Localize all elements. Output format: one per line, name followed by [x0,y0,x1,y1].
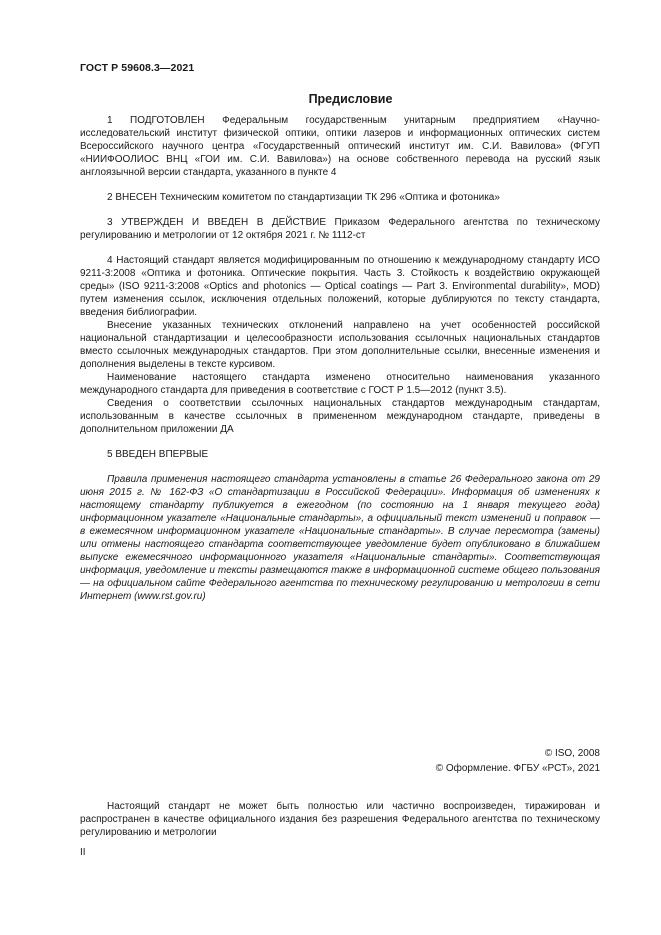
preface-content [80,114,600,603]
reproduction-notice [80,800,600,839]
paragraph-4-deviations: Внесение указанных технических отклонений направлено на учет особенностей российской национальной стандартизации и целесообразности использования ссылочных национальных стандартов вместо ссылочных международных стандартов. При этом дополнительные ссылки, внесенные изменения и дополнения выделены в тексте курсивом. [80,320,600,370]
application-rules: Правила применения настоящего стандарта установлены в статье 26 Федерального закона от 29 июня 2015 г. № 162-ФЗ «О стандартизации в Российской Федерации». Информация об изменениях к настоящему стандарту публикуется в ежегодном (по состоянию на 1 января текущего года) информационном указателе «Национальные стандарты», а официальный текст изменений и поправок — в ежемесячном информационном указателе «Национальные стандарты». В случае пересмотра (замены) или отмены настоящего стандарта соответствующее уведомление будет опубликовано в ближайшем выпуске ежемесячного информационного указателя «Национальные стандарты». Соответствующая информация, уведомление и тексты размещаются также в информационной системе общего пользования — на официальном сайте Федерального агентства по техническому регулированию и метрологии в сети Интернет (www.rst.gov.ru) [80,474,600,602]
copyright-block [436,746,600,776]
page-number: II [80,847,86,858]
page-title: Предисловие [308,92,393,106]
paragraph-4: 4 Настоящий стандарт является модифицированным по отношению к международному стандарту ИСО 9211-3:2008 «Оптика и фотоника. Оптические покрытия. Часть 3. Стойкость к воздействию окружающей среды» (ISO 9211-3:2008 «Optics and photonics — Optical coatings — Part 3. Environmental durability», MOD) путем изменения ссылок, исключения отдельных положений, которые дублируются по тексту стандарта, введения библиографии. [80,255,600,318]
footer-text: Настоящий стандарт не может быть полностью или частично воспроизведен, тиражирован и распространен в качестве официального издания без разрешения Федерального агентства по техническому регулированию и метрологии [80,801,600,838]
standard-code: ГОСТ Р 59608.3—2021 [80,62,195,74]
paragraph-5: 5 ВВЕДЕН ВПЕРВЫЕ [107,449,209,460]
paragraph-3: 3 УТВЕРЖДЕН И ВВЕДЕН В ДЕЙСТВИЕ Приказом Федерального агентства по техническому регулированию и метрологии от 12 октября 2021 г. № 1112-ст [80,217,600,241]
paragraph-4-name-change: Наименование настоящего стандарта изменено относительно наименования указанного международного стандарта для приведения в соответствие с ГОСТ Р 1.5—2012 (пункт 3.5). [80,372,600,396]
design-copyright: © Оформление. ФГБУ «РСТ», 2021 [435,763,600,774]
iso-copyright: © ISO, 2008 [544,748,600,759]
paragraph-2: 2 ВНЕСЕН Техническим комитетом по стандартизации ТК 296 «Оптика и фотоника» [107,192,500,203]
paragraph-1: 1 ПОДГОТОВЛЕН Федеральным государственным унитарным предприятием «Научно-исследовательский институт физической оптики, оптики лазеров и информационных оптических систем Всероссийского научного центра «Государственный оптический институт им. С.И. Вавилова» (ФГУП «НИИФООЛИОС ВНЦ «ГОИ им. С.И. Вавилова») на основе собственного перевода на русский язык англоязычной версии стандарта, указанного в пункте 4 [80,115,600,178]
paragraph-4-references: Сведения о соответствии ссылочных национальных стандартов международным стандартам, использованным в качестве ссылочных в примененном международном стандарте, приведены в дополнительном приложении ДА [80,398,600,435]
